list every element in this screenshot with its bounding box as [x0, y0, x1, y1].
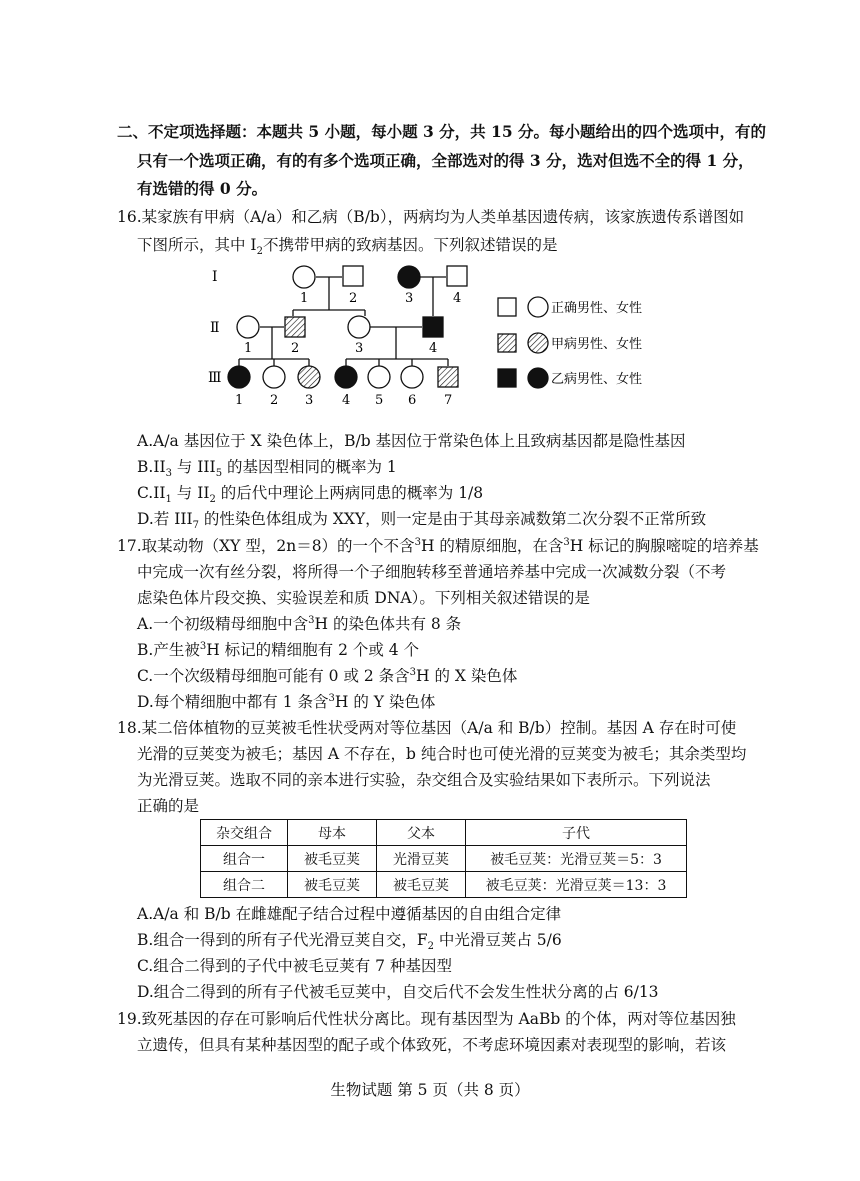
q17-option-c: C.一个次级精母细胞可能有 0 或 2 条含$^3$H 的 X 染色体 — [137, 666, 518, 685]
num-II-1: 1 — [244, 341, 253, 356]
q17-stem-line2: 中完成一次有丝分裂，将所得一个子细胞转移至普通培养基中完成一次减数分裂（不考 — [137, 563, 727, 581]
I-1-female-normal — [293, 266, 315, 288]
q18-stem-line2: 光滑的豆荚变为被毛；基因 A 不存在，b 纯合时也可使光滑的豆荚变为被毛；其余类型均 — [137, 745, 747, 763]
q17-option-a: A.一个初级精母细胞中含$^3$H 的染色体共有 8 条 — [137, 614, 462, 633]
III-2-female-normal — [263, 366, 285, 388]
q18-option-d: D.组合二得到的所有子代被毛豆荚中，自交后代不会发生性状分离的占 6/13 — [137, 983, 659, 1001]
section-header-line2: 只有一个选项正确，有的有多个选项正确，全部选对的得 3 分，选对但选不全的得 1 分， — [137, 151, 754, 170]
legend-male-jia — [498, 334, 516, 352]
table-row — [201, 846, 687, 872]
q16-option-a: A.A/a 基因位于 X 染色体上，B/b 基因位于常染色体上且致病基因都是隐性基因 — [137, 432, 686, 450]
I-4-male-normal — [447, 266, 467, 286]
I-3-female-yi — [398, 266, 420, 288]
num-III-1: 1 — [235, 393, 244, 408]
cross-table — [200, 819, 687, 898]
q19-stem-line2: 立遗传，但具有某种基因型的配子或个体致死，不考虑环境因素对表现型的影响，若该 — [137, 1036, 727, 1054]
num-III-4: 4 — [342, 393, 351, 408]
table-cell: 被毛豆荚 — [288, 872, 377, 898]
num-I-2: 2 — [349, 291, 358, 306]
q18-stem-line4: 正确的是 — [137, 797, 200, 815]
table-cell: 组合一 — [201, 846, 288, 872]
num-I-3: 3 — [405, 291, 414, 306]
table-cell: 光滑豆荚 — [377, 846, 466, 872]
q19-stem-line1: 19.致死基因的存在可影响后代性状分离比。现有基因型为 AaBb 的个体，两对等位基因独 — [117, 1010, 736, 1028]
table-header-cell: 父本 — [377, 820, 466, 846]
num-II-4: 4 — [429, 341, 438, 356]
num-III-7: 7 — [444, 393, 453, 408]
q17-stem-line3: 虑染色体片段交换、实验误差和质 DNA）。下列相关叙述错误的是 — [137, 589, 590, 607]
legend-jia-label: 甲病男性、女性 — [551, 337, 643, 352]
num-III-6: 6 — [408, 393, 417, 408]
q18-stem-line3: 为光滑豆荚。选取不同的亲本进行实验，杂交组合及实验结果如下表所示。下列说法 — [137, 771, 711, 789]
II-2-male-jia — [285, 317, 305, 337]
num-III-3: 3 — [305, 393, 314, 408]
III-3-female-jia — [298, 366, 320, 388]
num-I-4: 4 — [453, 291, 462, 306]
table-cell: 被毛豆荚：光滑豆荚＝13：3 — [466, 872, 687, 898]
III-5-female-normal — [368, 366, 390, 388]
II-1-female-normal — [237, 316, 259, 338]
II-3-female-normal — [348, 316, 370, 338]
table-header-cell: 杂交组合 — [201, 820, 288, 846]
q16-option-b: $B.II_3$ 与 $III_5$ 的基因型相同的概率为 1 — [137, 458, 397, 480]
I-2-male-normal — [343, 266, 363, 286]
q18-option-b: B.组合一得到的所有子代光滑豆荚自交，$F_2$ 中光滑豆荚占 5/6 — [137, 931, 562, 953]
q17-stem-line1: 17.取某动物（XY 型，2n＝8）的一个不含$^3$H 的精原细胞，在含$^3$H 标记的胸腺嘧啶的培养基 — [117, 536, 759, 555]
page-footer: 生物试题 第 5 页（共 8 页） — [330, 1081, 530, 1099]
table-cell: 组合二 — [201, 872, 288, 898]
q17-option-d: D.每个精细胞中都有 1 条含$^3$H 的 Y 染色体 — [137, 692, 436, 711]
q18-stem-line1: 18.某二倍体植物的豆荚被毛性状受两对等位基因（A/a 和 B/b）控制。基因 A 存在时可使 — [117, 719, 737, 737]
legend-male-normal — [498, 298, 516, 316]
section-header-line3: 有选错的得 0 分。 — [137, 179, 268, 198]
q16-option-d: D.若 $III_7$ 的性染色体组成为 XXY，则一定是由于其母亲减数第二次分裂不正常所致 — [137, 510, 707, 532]
table-cell: 被毛豆荚 — [288, 846, 377, 872]
gen-label-I: I — [212, 269, 218, 285]
legend-male-yi — [498, 369, 516, 387]
legend-female-yi — [528, 368, 548, 388]
legend-female-normal — [528, 297, 548, 317]
num-II-2: 2 — [291, 341, 300, 356]
q17-option-b: B.产生被$^3$H 标记的精细胞有 2 个或 4 个 — [137, 640, 420, 659]
pedigree-diagram — [200, 258, 680, 428]
legend-yi-label: 乙病男性、女性 — [551, 372, 643, 387]
gen-label-II: Ⅱ — [210, 320, 220, 336]
legend-female-jia — [528, 333, 548, 353]
table-cell: 被毛豆荚 — [377, 872, 466, 898]
II-4-male-yi — [423, 317, 443, 337]
III-6-female-normal — [401, 366, 423, 388]
num-III-5: 5 — [375, 393, 384, 408]
num-I-1: 1 — [300, 291, 309, 306]
table-row — [201, 872, 687, 898]
num-II-3: 3 — [355, 341, 364, 356]
table-header-row — [201, 820, 687, 846]
III-4-female-yi — [335, 366, 357, 388]
III-1-female-yi — [228, 366, 250, 388]
q18-option-c: C.组合二得到的子代中被毛豆荚有 7 种基因型 — [137, 957, 452, 975]
q16-stem-line1: 16.某家族有甲病（A/a）和乙病（B/b），两病均为人类单基因遗传病，该家族遗传系谱图如 — [117, 208, 745, 226]
section-header-line1: 二、不定项选择题：本题共 5 小题，每小题 3 分，共 15 分。每小题给出的四个选项中，有的 — [117, 122, 767, 141]
gen-label-III: Ⅲ — [208, 370, 222, 386]
legend-normal-label: 正确男性、女性 — [551, 301, 643, 316]
q18-option-a: A.A/a 和 B/b 在雌雄配子结合过程中遵循基因的自由组合定律 — [137, 905, 562, 923]
table-header-cell: 子代 — [466, 820, 687, 846]
table-header-cell: 母本 — [288, 820, 377, 846]
q16-option-c: $C.II_1$ 与 $II_2$ 的后代中理论上两病同患的概率为 1/8 — [137, 484, 484, 506]
q16-stem-line2: 下图所示，其中 $I_2$不携带甲病的致病基因。下列叙述错误的是 — [137, 236, 558, 258]
III-7-male-jia — [438, 367, 458, 387]
num-III-2: 2 — [270, 393, 279, 408]
table-cell: 被毛豆荚：光滑豆荚＝5：3 — [466, 846, 687, 872]
